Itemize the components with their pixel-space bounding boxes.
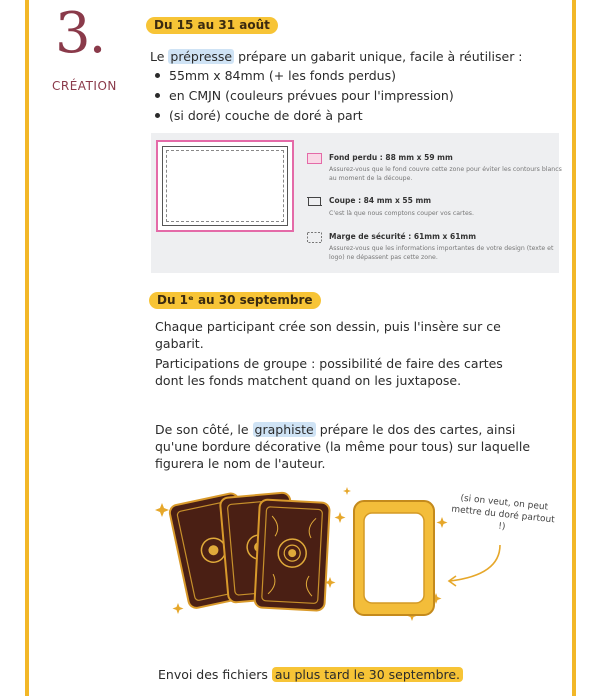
cut-legend-icon: [307, 196, 322, 207]
frame-right-border: [572, 0, 576, 696]
frame-left-border: [25, 0, 29, 696]
bullet-dot: [155, 73, 160, 78]
bullet-text: en CMJN (couleurs prévues pour l'impression): [169, 88, 454, 103]
intro-highlight: prépresse: [170, 49, 233, 64]
decorative-border-card: [354, 501, 434, 615]
bullet-text: 55mm x 84mm (+ les fonds perdus): [169, 68, 396, 83]
bullet-item: [155, 87, 454, 104]
bullet-item: [155, 67, 396, 84]
footer-before: Envoi des fichiers: [158, 667, 272, 682]
card-back: [254, 499, 330, 611]
participant-paragraph: Chaque participant crée son dessin, puis l'insère sur ce gabarit.: [155, 319, 501, 351]
bullet-text: (si doré) couche de doré à part: [169, 108, 363, 123]
legend-title-cut: Coupe : 84 mm x 55 mm: [329, 196, 432, 205]
intro-text: [150, 48, 570, 65]
designer-before: De son côté, le: [155, 422, 253, 437]
safety-margin: [166, 150, 284, 222]
gold-note: (si on veut, on peut mettre du doré partout !): [450, 493, 556, 533]
arrow-icon: [450, 545, 500, 581]
group-paragraph: Participations de groupe : possibilité de faire des cartes dont les fonds matchent quand on les juxtapose.: [155, 356, 503, 388]
date-pill-august: Du 15 au 31 août: [146, 17, 278, 34]
designer-paragraph: [155, 421, 540, 472]
bullet-dot: [155, 93, 160, 98]
footer-deadline: [158, 666, 558, 683]
bleed-legend-icon: [307, 153, 322, 164]
designer-highlight: graphiste: [254, 422, 314, 437]
legend-desc-cut: C'est là que nous comptons couper vos cartes.: [329, 210, 474, 217]
designer-after: prépare le dos des cartes, ainsi qu'une bordure décorative (la même pour tous) sur laquelle figurera le nom de l'auteur.: [155, 422, 531, 471]
cut-line: [162, 146, 288, 226]
footer-highlight: au plus tard le 30 septembre.: [272, 667, 463, 682]
bullet-dot: [155, 113, 160, 118]
intro-before: Le: [150, 49, 169, 64]
date-pill-september: Du 1ᵉ au 30 septembre: [149, 292, 321, 309]
bleed-area: [156, 140, 294, 232]
legend-title-safety: Marge de sécurité : 61mm x 61mm: [329, 232, 477, 241]
step-number: 3.: [55, 1, 105, 66]
intro-after: prépare un gabarit unique, facile à réutiliser :: [234, 49, 523, 64]
step-label: CRÉATION: [52, 79, 117, 93]
legend-desc-safety: Assurez-vous que les informations importantes de votre design (texte et logo) ne dépassent pas cette zone.: [329, 245, 554, 261]
safety-legend-icon: [307, 232, 322, 243]
legend-title-bleed: Fond perdu : 88 mm x 59 mm: [329, 153, 453, 162]
legend-desc-bleed: Assurez-vous que le fond couvre cette zone pour éviter les contours blancs au moment de la découpe.: [329, 166, 562, 182]
template-diagram: [151, 133, 562, 273]
bullet-item: [155, 107, 363, 124]
